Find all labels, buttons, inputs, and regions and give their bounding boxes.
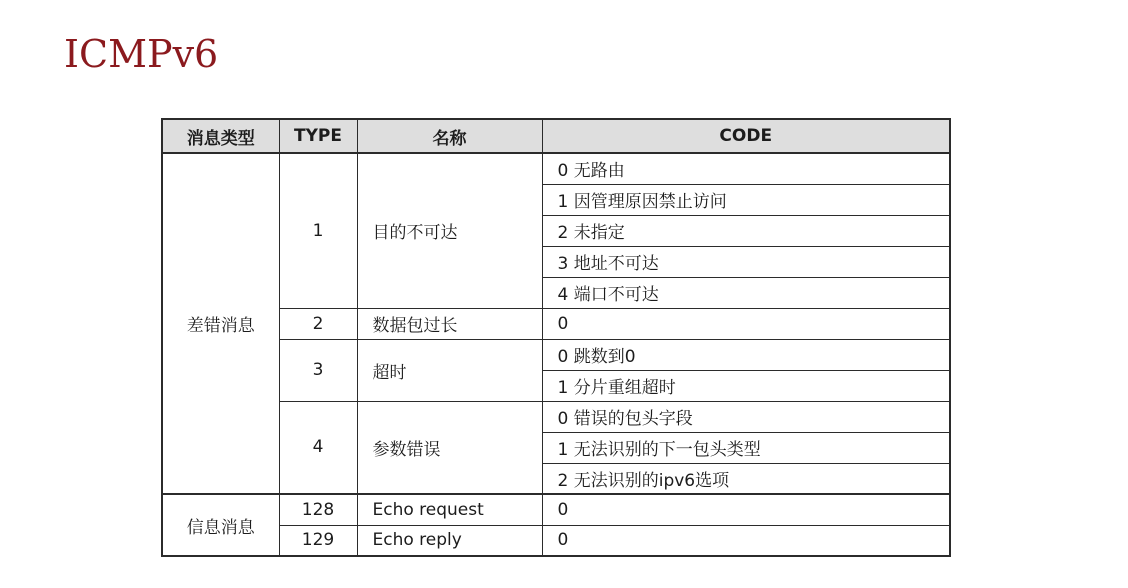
- table-row: [162, 525, 950, 556]
- code-cell: 0: [542, 525, 950, 556]
- type-cell: 2: [279, 308, 357, 339]
- table-row: [162, 494, 950, 525]
- name-cell: Echo reply: [357, 525, 542, 556]
- table-row: [162, 153, 950, 184]
- code-cell: 0: [542, 308, 950, 339]
- name-cell: 参数错误: [357, 401, 542, 494]
- code-cell: 0 错误的包头字段: [542, 401, 950, 432]
- table-row: [162, 339, 950, 370]
- type-cell: 3: [279, 339, 357, 401]
- code-cell: 1 分片重组超时: [542, 370, 950, 401]
- name-cell: Echo request: [357, 494, 542, 525]
- code-cell: 0 无路由: [542, 153, 950, 184]
- slide-title: ICMPv6: [64, 32, 219, 76]
- type-cell: 1: [279, 153, 357, 308]
- header-category: 消息类型: [162, 119, 279, 153]
- icmpv6-message-table: [161, 118, 951, 557]
- table-row: [162, 401, 950, 432]
- code-cell: 2 未指定: [542, 215, 950, 246]
- code-cell: 4 端口不可达: [542, 277, 950, 308]
- category-info-cell: 信息消息: [162, 494, 279, 556]
- name-cell: 超时: [357, 339, 542, 401]
- type-cell: 4: [279, 401, 357, 494]
- code-cell: 3 地址不可达: [542, 246, 950, 277]
- header-code: CODE: [542, 119, 950, 153]
- table-header-row: [162, 119, 950, 153]
- table-row: [162, 308, 950, 339]
- type-cell: 128: [279, 494, 357, 525]
- code-cell: 0 跳数到0: [542, 339, 950, 370]
- code-cell: 2 无法识别的ipv6选项: [542, 463, 950, 494]
- header-name: 名称: [357, 119, 542, 153]
- code-cell: 1 无法识别的下一包头类型: [542, 432, 950, 463]
- header-type: TYPE: [279, 119, 357, 153]
- name-cell: 目的不可达: [357, 153, 542, 308]
- category-error-cell: 差错消息: [162, 153, 279, 494]
- name-cell: 数据包过长: [357, 308, 542, 339]
- type-cell: 129: [279, 525, 357, 556]
- code-cell: 0: [542, 494, 950, 525]
- code-cell: 1 因管理原因禁止访问: [542, 184, 950, 215]
